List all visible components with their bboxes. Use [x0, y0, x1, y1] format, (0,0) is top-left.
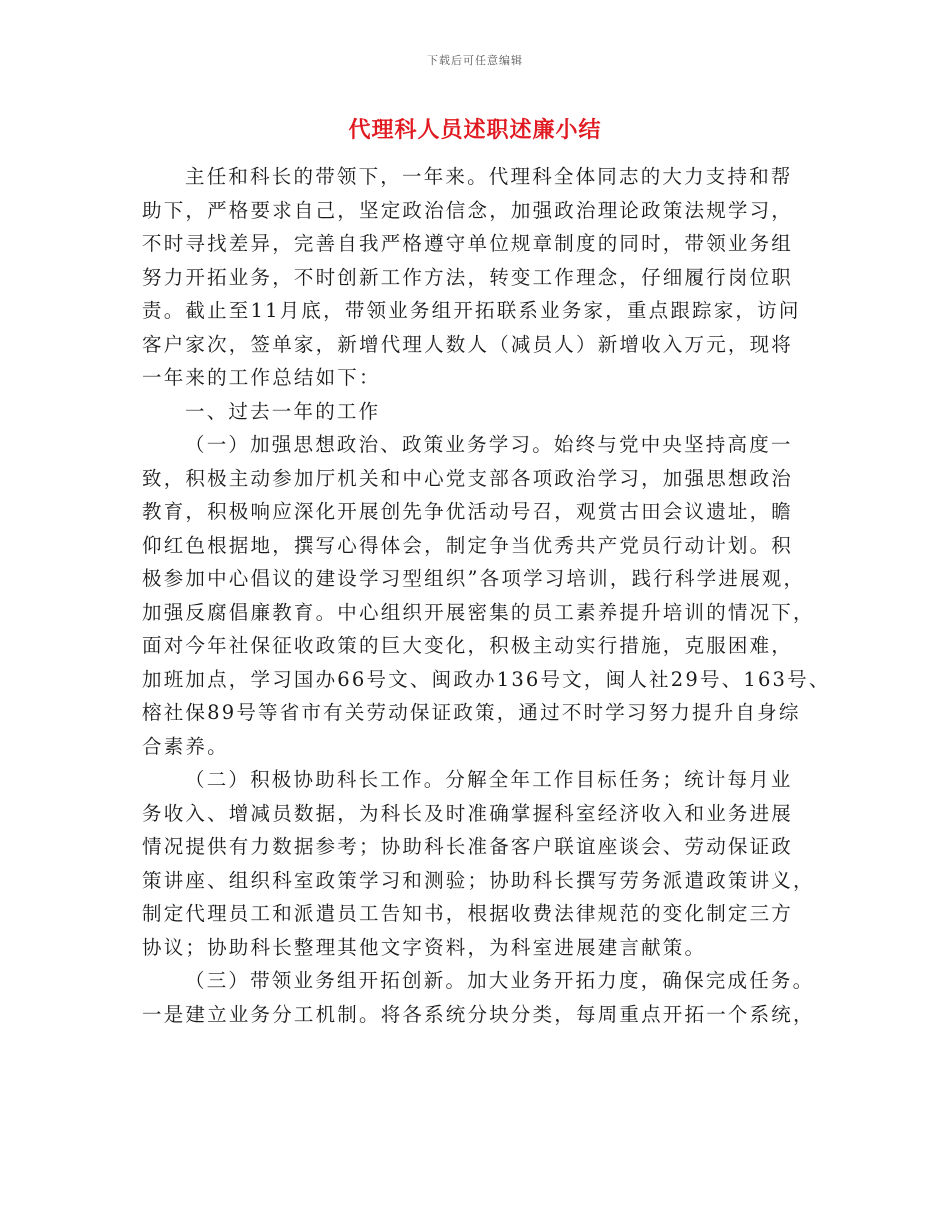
text-line: 极参加中心倡议的建设学习型组织”各项学习培训，践行科学进展观， — [142, 567, 806, 590]
text-line: 仰红色根据地，撰写心得体会，制定争当优秀共产党员行动计划。积 — [142, 533, 794, 557]
header-note: 下载后可任意编辑 — [427, 54, 523, 67]
text-line: 务收入、增减员数据，为科长及时准确掌握科室经济收入和业务进展 — [142, 801, 794, 825]
text-line: 面对今年社保征收政策的巨大变化，积极主动实行措施，克服困难， — [142, 634, 794, 657]
text-line: （一）加强思想政治、政策业务学习。始终与党中央坚持高度一 — [185, 433, 793, 456]
text-line: 责。截止至11月底，带领业务组开拓联系业务家，重点跟踪家，访问 — [142, 299, 801, 322]
text-line: （二）积极协助科长工作。分解全年工作目标任务；统计每月业 — [185, 768, 793, 791]
text-line: 合素养。 — [142, 734, 229, 758]
text-line: 协议；协助科长整理其他文字资料，为科室进展建言献策。 — [142, 935, 707, 959]
text-line: 客户家次，签单家，新增代理人数人（减员人）新增收入万元，现将 — [142, 332, 794, 356]
document-title: 代理科人员述职述廉小结 — [348, 117, 602, 143]
document-body — [142, 160, 831, 1031]
text-line: 加班加点，学习国办66号文、闽政办136号文，闽人社29号、163号、 — [142, 667, 831, 691]
text-line: 致，积极主动参加厅机关和中心党支部各项政治学习，加强思想政治 — [142, 466, 794, 490]
text-line: 策讲座、组织科室政策学习和测验；协助科长撰写劳务派遣政策讲义， — [142, 868, 815, 892]
text-line: 一、过去一年的工作 — [185, 399, 381, 423]
text-line: 情况提供有力数据参考；协助科长准备客户联谊座谈会、劳动保证政 — [142, 835, 794, 858]
text-line: 一是建立业务分工机制。将各系统分块分类，每周重点开拓一个系统， — [142, 1002, 815, 1026]
text-line: 努力开拓业务，不时创新工作方法，转变工作理念，仔细履行岗位职 — [142, 265, 794, 289]
text-line: 主任和科长的带领下，一年来。代理科全体同志的大力支持和帮 — [185, 165, 793, 188]
text-line: 一年来的工作总结如下： — [142, 366, 381, 389]
text-line: 助下，严格要求自己，坚定政治信念，加强政治理论政策法规学习， — [142, 198, 794, 222]
text-line: 不时寻找差异，完善自我严格遵守单位规章制度的同时，带领业务组 — [142, 232, 794, 255]
text-line: 制定代理员工和派遣员工告知书，根据收费法律规范的变化制定三方 — [142, 902, 794, 925]
text-line: 教育，积极响应深化开展创先争优活动号召，观赏古田会议遗址，瞻 — [142, 500, 794, 523]
text-line: （三）带领业务组开拓创新。加大业务开拓力度，确保完成任务。 — [185, 969, 815, 992]
text-line: 加强反腐倡廉教育。中心组织开展密集的员工素养提升培训的情况下， — [142, 600, 815, 624]
text-line: 榕社保89号等省市有关劳动保证政策，通过不时学习努力提升自身综 — [142, 701, 801, 724]
